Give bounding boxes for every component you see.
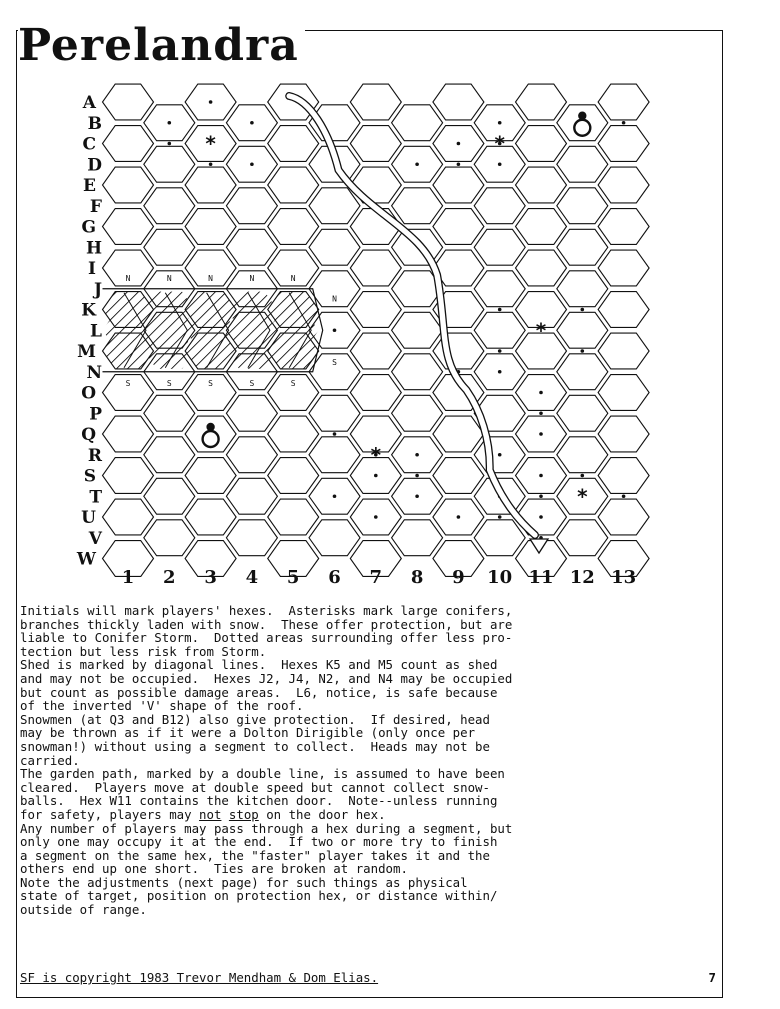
- dot-marker: [374, 474, 378, 478]
- dot-marker: [581, 349, 585, 353]
- dot-marker: [581, 308, 585, 312]
- column-label-9: 9: [452, 567, 465, 588]
- hatch-line: [90, 287, 177, 374]
- rules-fragment: [221, 807, 228, 822]
- dot-marker: [622, 121, 626, 125]
- hex-S1: [103, 458, 154, 494]
- hex-A1: [103, 84, 154, 120]
- dot-marker: [498, 515, 502, 519]
- hex-C13: [598, 126, 649, 162]
- dot-marker: [415, 453, 419, 457]
- page-number: 7: [708, 970, 716, 985]
- shed-n-mark: N: [166, 273, 172, 283]
- hex-S13: [598, 458, 649, 494]
- hatch-line: [189, 287, 276, 374]
- hatch-line: [442, 287, 529, 374]
- snowman-icon: [574, 112, 590, 136]
- shed-s-mark: S: [332, 358, 337, 367]
- shed-n-mark: N: [332, 294, 337, 304]
- column-label-6: 6: [328, 567, 341, 588]
- hex-R12: [557, 437, 608, 473]
- row-label-O: O: [81, 383, 96, 404]
- hex-R4: [226, 437, 277, 473]
- hatch-line: [288, 287, 375, 374]
- hex-I13: [598, 250, 649, 286]
- row-label-G: G: [81, 217, 96, 238]
- rules-line: snowman!) without using a segment to collect. Heads may not be: [20, 738, 490, 754]
- page-title: Perelandra: [18, 24, 305, 68]
- rules-line: carried.: [20, 752, 80, 768]
- rules-line: only one may occupy it at the end. If two or more try to finish: [20, 834, 498, 850]
- hatch-line: [101, 287, 188, 374]
- hex-F6: [309, 188, 360, 224]
- conifer-asterisk: *: [205, 131, 216, 156]
- rules-line: and may not be occupied. Hexes J2, J4, N2, and N4 may be occupied: [20, 670, 513, 686]
- row-label-T: T: [89, 487, 102, 508]
- rules-line: cleared. Players move at double speed but cannot collect snow-: [20, 779, 490, 795]
- column-label-1: 1: [121, 567, 135, 588]
- row-label-M: M: [77, 342, 96, 362]
- garden-path-inner: [289, 96, 535, 535]
- row-label-P: P: [89, 404, 102, 425]
- rules-line: state of target, position on protection hex, or distance within/: [20, 888, 498, 904]
- hex-Q13: [598, 416, 649, 452]
- dot-marker: [209, 100, 213, 104]
- hex-V12: [557, 520, 608, 556]
- emphasis-stop: stop: [228, 806, 259, 822]
- row-label-A: A: [82, 93, 96, 113]
- shed-chevron: [124, 293, 146, 368]
- hatch-line: [178, 287, 265, 374]
- dot-marker: [539, 411, 543, 415]
- column-label-10: 10: [487, 567, 513, 588]
- garden-path-outer: [289, 96, 535, 535]
- row-label-N: N: [86, 362, 102, 383]
- shed-outline: [103, 289, 323, 372]
- rules-line: branches thickly laden with snow. These offer protection, but are: [20, 616, 513, 632]
- hex-G5: [268, 209, 319, 245]
- hatch-line: [255, 287, 342, 374]
- row-label-E: E: [83, 176, 96, 196]
- hex-I11: [516, 250, 567, 286]
- rules-line: of the inverted 'V' shape of the roof.: [20, 698, 304, 714]
- row-label-F: F: [89, 196, 102, 217]
- hatch-line: [145, 287, 232, 374]
- column-label-5: 5: [286, 567, 300, 588]
- hex-K13: [598, 292, 649, 328]
- dot-marker: [457, 162, 461, 166]
- hatch-line: [354, 287, 441, 374]
- row-label-D: D: [87, 155, 102, 176]
- row-label-L: L: [90, 321, 102, 342]
- hatch-line: [266, 287, 353, 374]
- shed-n-mark: N: [208, 273, 214, 283]
- dot-marker: [539, 515, 543, 519]
- hex-V8: [392, 520, 443, 556]
- dot-marker: [415, 494, 419, 498]
- hex-F2: [144, 188, 195, 224]
- rules-text: [20, 604, 720, 917]
- row-label-H: H: [85, 238, 102, 259]
- row-label-C: C: [82, 134, 96, 155]
- hex-Q1: [103, 416, 154, 452]
- hex-U5: [268, 499, 319, 535]
- dot-marker: [581, 474, 585, 478]
- dot-marker: [168, 142, 172, 146]
- dot-marker: [622, 494, 626, 498]
- rules-line: [20, 808, 720, 822]
- hex-U1: [103, 499, 154, 535]
- hex-H12: [557, 229, 608, 265]
- rules-line: Shed is marked by diagonal lines. Hexes K5 and M5 count as shed: [20, 657, 498, 673]
- hex-O7: [350, 375, 401, 411]
- hex-M7: [350, 333, 401, 369]
- hex-P8: [392, 395, 443, 431]
- dot-marker: [498, 349, 502, 353]
- hex-M3: [185, 333, 236, 369]
- hex-L12: [557, 312, 608, 348]
- row-label-J: J: [93, 279, 102, 300]
- dot-marker: [457, 142, 461, 146]
- conifer-asterisk: *: [494, 131, 505, 156]
- column-label-3: 3: [204, 567, 217, 588]
- hex-V6: [309, 520, 360, 556]
- column-label-13: 13: [611, 567, 637, 588]
- hex-N8: [392, 354, 443, 390]
- hex-U3: [185, 499, 236, 535]
- hex-R6: [309, 437, 360, 473]
- conifer-asterisk: *: [577, 484, 588, 509]
- rules-fragment: for safety, players may: [20, 806, 200, 822]
- snowman-body: [203, 431, 219, 447]
- hex-H4: [226, 229, 277, 265]
- column-label-4: 4: [245, 567, 259, 588]
- hex-A7: [350, 84, 401, 120]
- conifer-asterisk: *: [370, 442, 382, 467]
- dot-marker: [498, 453, 502, 457]
- row-label-R: R: [87, 445, 102, 466]
- row-label-I: I: [88, 259, 96, 279]
- hatch-line: [0, 287, 12, 374]
- hex-G1: [103, 209, 154, 245]
- hex-F10: [474, 188, 525, 224]
- conifer-asterisk: *: [535, 318, 547, 343]
- hex-Q9: [433, 416, 484, 452]
- dot-marker: [250, 162, 254, 166]
- hex-C1: [103, 126, 154, 162]
- hex-A11: [516, 84, 567, 120]
- hatch-line: [211, 287, 298, 374]
- row-label-U: U: [81, 508, 96, 528]
- hex-M13: [598, 333, 649, 369]
- shed-n-mark: N: [249, 273, 255, 283]
- hex-E13: [598, 167, 649, 203]
- hex-J12: [557, 271, 608, 307]
- row-label-W: W: [76, 549, 96, 570]
- rules-line: a segment on the same hex, the "faster" player takes it and the: [20, 847, 490, 863]
- hex-H6: [309, 229, 360, 265]
- emphasis-not: not: [199, 806, 222, 822]
- shed-s-mark: S: [208, 378, 214, 388]
- hex-grid: [103, 84, 650, 576]
- column-label-8: 8: [410, 567, 424, 588]
- rules-line: Initials will mark players' hexes. Asterisks mark large conifers,: [20, 603, 513, 618]
- hex-P2: [144, 395, 195, 431]
- column-label-7: 7: [369, 567, 383, 588]
- rules-line: Snowmen (at Q3 and B12) also give protection. If desired, head: [20, 711, 490, 727]
- copyright-line: SF is copyright 1983 Trevor Mendham & Dom Elias.: [20, 970, 379, 985]
- hex-C11: [516, 126, 567, 162]
- kitchen-door-arrow: [530, 539, 548, 553]
- rules-line: but count as possible damage areas. L6, notice, is safe because: [20, 684, 498, 700]
- hatch-line: [453, 287, 540, 374]
- hex-G3: [185, 209, 236, 245]
- dot-marker: [415, 162, 419, 166]
- hex-V2: [144, 520, 195, 556]
- hex-R2: [144, 437, 195, 473]
- hex-A13: [598, 84, 649, 120]
- dot-marker: [498, 121, 502, 125]
- dot-marker: [209, 162, 213, 166]
- hex-F4: [226, 188, 277, 224]
- hex-N12: [557, 354, 608, 390]
- row-label-K: K: [81, 300, 96, 321]
- row-label-V: V: [88, 528, 102, 549]
- hex-E9: [433, 167, 484, 203]
- hatch-line: [332, 287, 419, 374]
- column-label-2: 2: [163, 567, 176, 588]
- hatch-line: [0, 287, 45, 374]
- shed-n-mark: N: [290, 273, 296, 283]
- hex-F12: [557, 188, 608, 224]
- dot-marker: [539, 391, 543, 395]
- hex-H10: [474, 229, 525, 265]
- dot-marker: [333, 494, 337, 498]
- dot-marker: [168, 121, 172, 125]
- hatch-line: [167, 287, 254, 374]
- hatch-line: [123, 287, 210, 374]
- row-label-Q: Q: [81, 425, 96, 445]
- dot-marker: [498, 308, 502, 312]
- hatch-line: [0, 287, 78, 374]
- hex-B8: [392, 105, 443, 141]
- hatch-line: [112, 287, 199, 374]
- hatch-line: [0, 287, 56, 374]
- hex-E5: [268, 167, 319, 203]
- dot-marker: [415, 474, 419, 478]
- hex-L10: [474, 312, 525, 348]
- dot-marker: [539, 474, 543, 478]
- hex-L8: [392, 312, 443, 348]
- hex-P4: [226, 395, 277, 431]
- hatch-line: [420, 287, 507, 374]
- hatch-line: [2, 287, 89, 374]
- hex-P12: [557, 395, 608, 431]
- hex-H2: [144, 229, 195, 265]
- hex-V10: [474, 520, 525, 556]
- footer: [20, 970, 720, 990]
- hatch-line: [0, 287, 34, 374]
- hex-M9: [433, 333, 484, 369]
- hex-V4: [226, 520, 277, 556]
- rules-line: balls. Hex W11 contains the kitchen door. Note--unless running: [20, 793, 498, 809]
- hatch-line: [233, 287, 320, 374]
- hex-G11: [516, 209, 567, 245]
- dot-marker: [498, 162, 502, 166]
- hex-E1: [103, 167, 154, 203]
- hex-C5: [268, 126, 319, 162]
- hex-F8: [392, 188, 443, 224]
- hex-D2: [144, 146, 195, 182]
- rules-line: liable to Conifer Storm. Dotted areas surrounding offer less pro-: [20, 630, 513, 646]
- shed-n-mark: N: [125, 273, 131, 283]
- column-label-11: 11: [528, 567, 554, 588]
- rules-line: Note the adjustments (next page) for such things as physical: [20, 874, 468, 890]
- hatch-line: [0, 287, 67, 374]
- hatch-line: [0, 287, 23, 374]
- row-label-B: B: [87, 113, 102, 134]
- rules-line: may be thrown as if it were a Dolton Dirigible (only once per: [20, 725, 476, 741]
- hex-U13: [598, 499, 649, 535]
- shed-s-mark: S: [249, 378, 255, 388]
- dot-marker: [539, 494, 543, 498]
- dot-marker: [250, 121, 254, 125]
- hex-G9: [433, 209, 484, 245]
- hatch-line: [200, 287, 287, 374]
- hex-D12: [557, 146, 608, 182]
- hex-M5: [268, 333, 319, 369]
- hex-I7: [350, 250, 401, 286]
- hex-S3: [185, 458, 236, 494]
- hex-E11: [516, 167, 567, 203]
- hex-S9: [433, 458, 484, 494]
- rules-line: others end up one short. Ties are broken at random.: [20, 861, 408, 877]
- shed-chevron: [289, 293, 311, 368]
- hatch-line: [277, 287, 364, 374]
- hex-O13: [598, 375, 649, 411]
- hex-P6: [309, 395, 360, 431]
- dot-marker: [333, 328, 337, 332]
- rules-fragment: on the door hex.: [258, 806, 386, 822]
- hex-J10: [474, 271, 525, 307]
- column-label-12: 12: [569, 567, 595, 588]
- dot-marker: [498, 370, 502, 374]
- dot-marker: [374, 515, 378, 519]
- dot-marker: [539, 432, 543, 436]
- hex-S5: [268, 458, 319, 494]
- dot-marker: [457, 515, 461, 519]
- hex-C7: [350, 126, 401, 162]
- rules-line: The garden path, marked by a double line, is assumed to have been: [20, 766, 505, 782]
- hex-T4: [226, 478, 277, 514]
- hatch-line: [343, 287, 430, 374]
- shed-s-mark: S: [125, 378, 131, 388]
- shed-s-mark: S: [290, 378, 296, 388]
- hex-Q5: [268, 416, 319, 452]
- snowman-body: [574, 120, 590, 136]
- hex-K7: [350, 292, 401, 328]
- rules-line: outside of range.: [20, 902, 147, 918]
- hex-G13: [598, 209, 649, 245]
- hex-E3: [185, 167, 236, 203]
- hex-T2: [144, 478, 195, 514]
- row-label-S: S: [83, 466, 96, 487]
- rules-line: tection but less risk from Storm.: [20, 643, 267, 659]
- hex-A9: [433, 84, 484, 120]
- rules-line: Any number of players may pass through a hex during a segment, but: [20, 820, 513, 836]
- dot-marker: [333, 432, 337, 436]
- hatch-line: [0, 287, 1, 374]
- shed-s-mark: S: [166, 378, 172, 388]
- snowman-icon: [203, 423, 219, 447]
